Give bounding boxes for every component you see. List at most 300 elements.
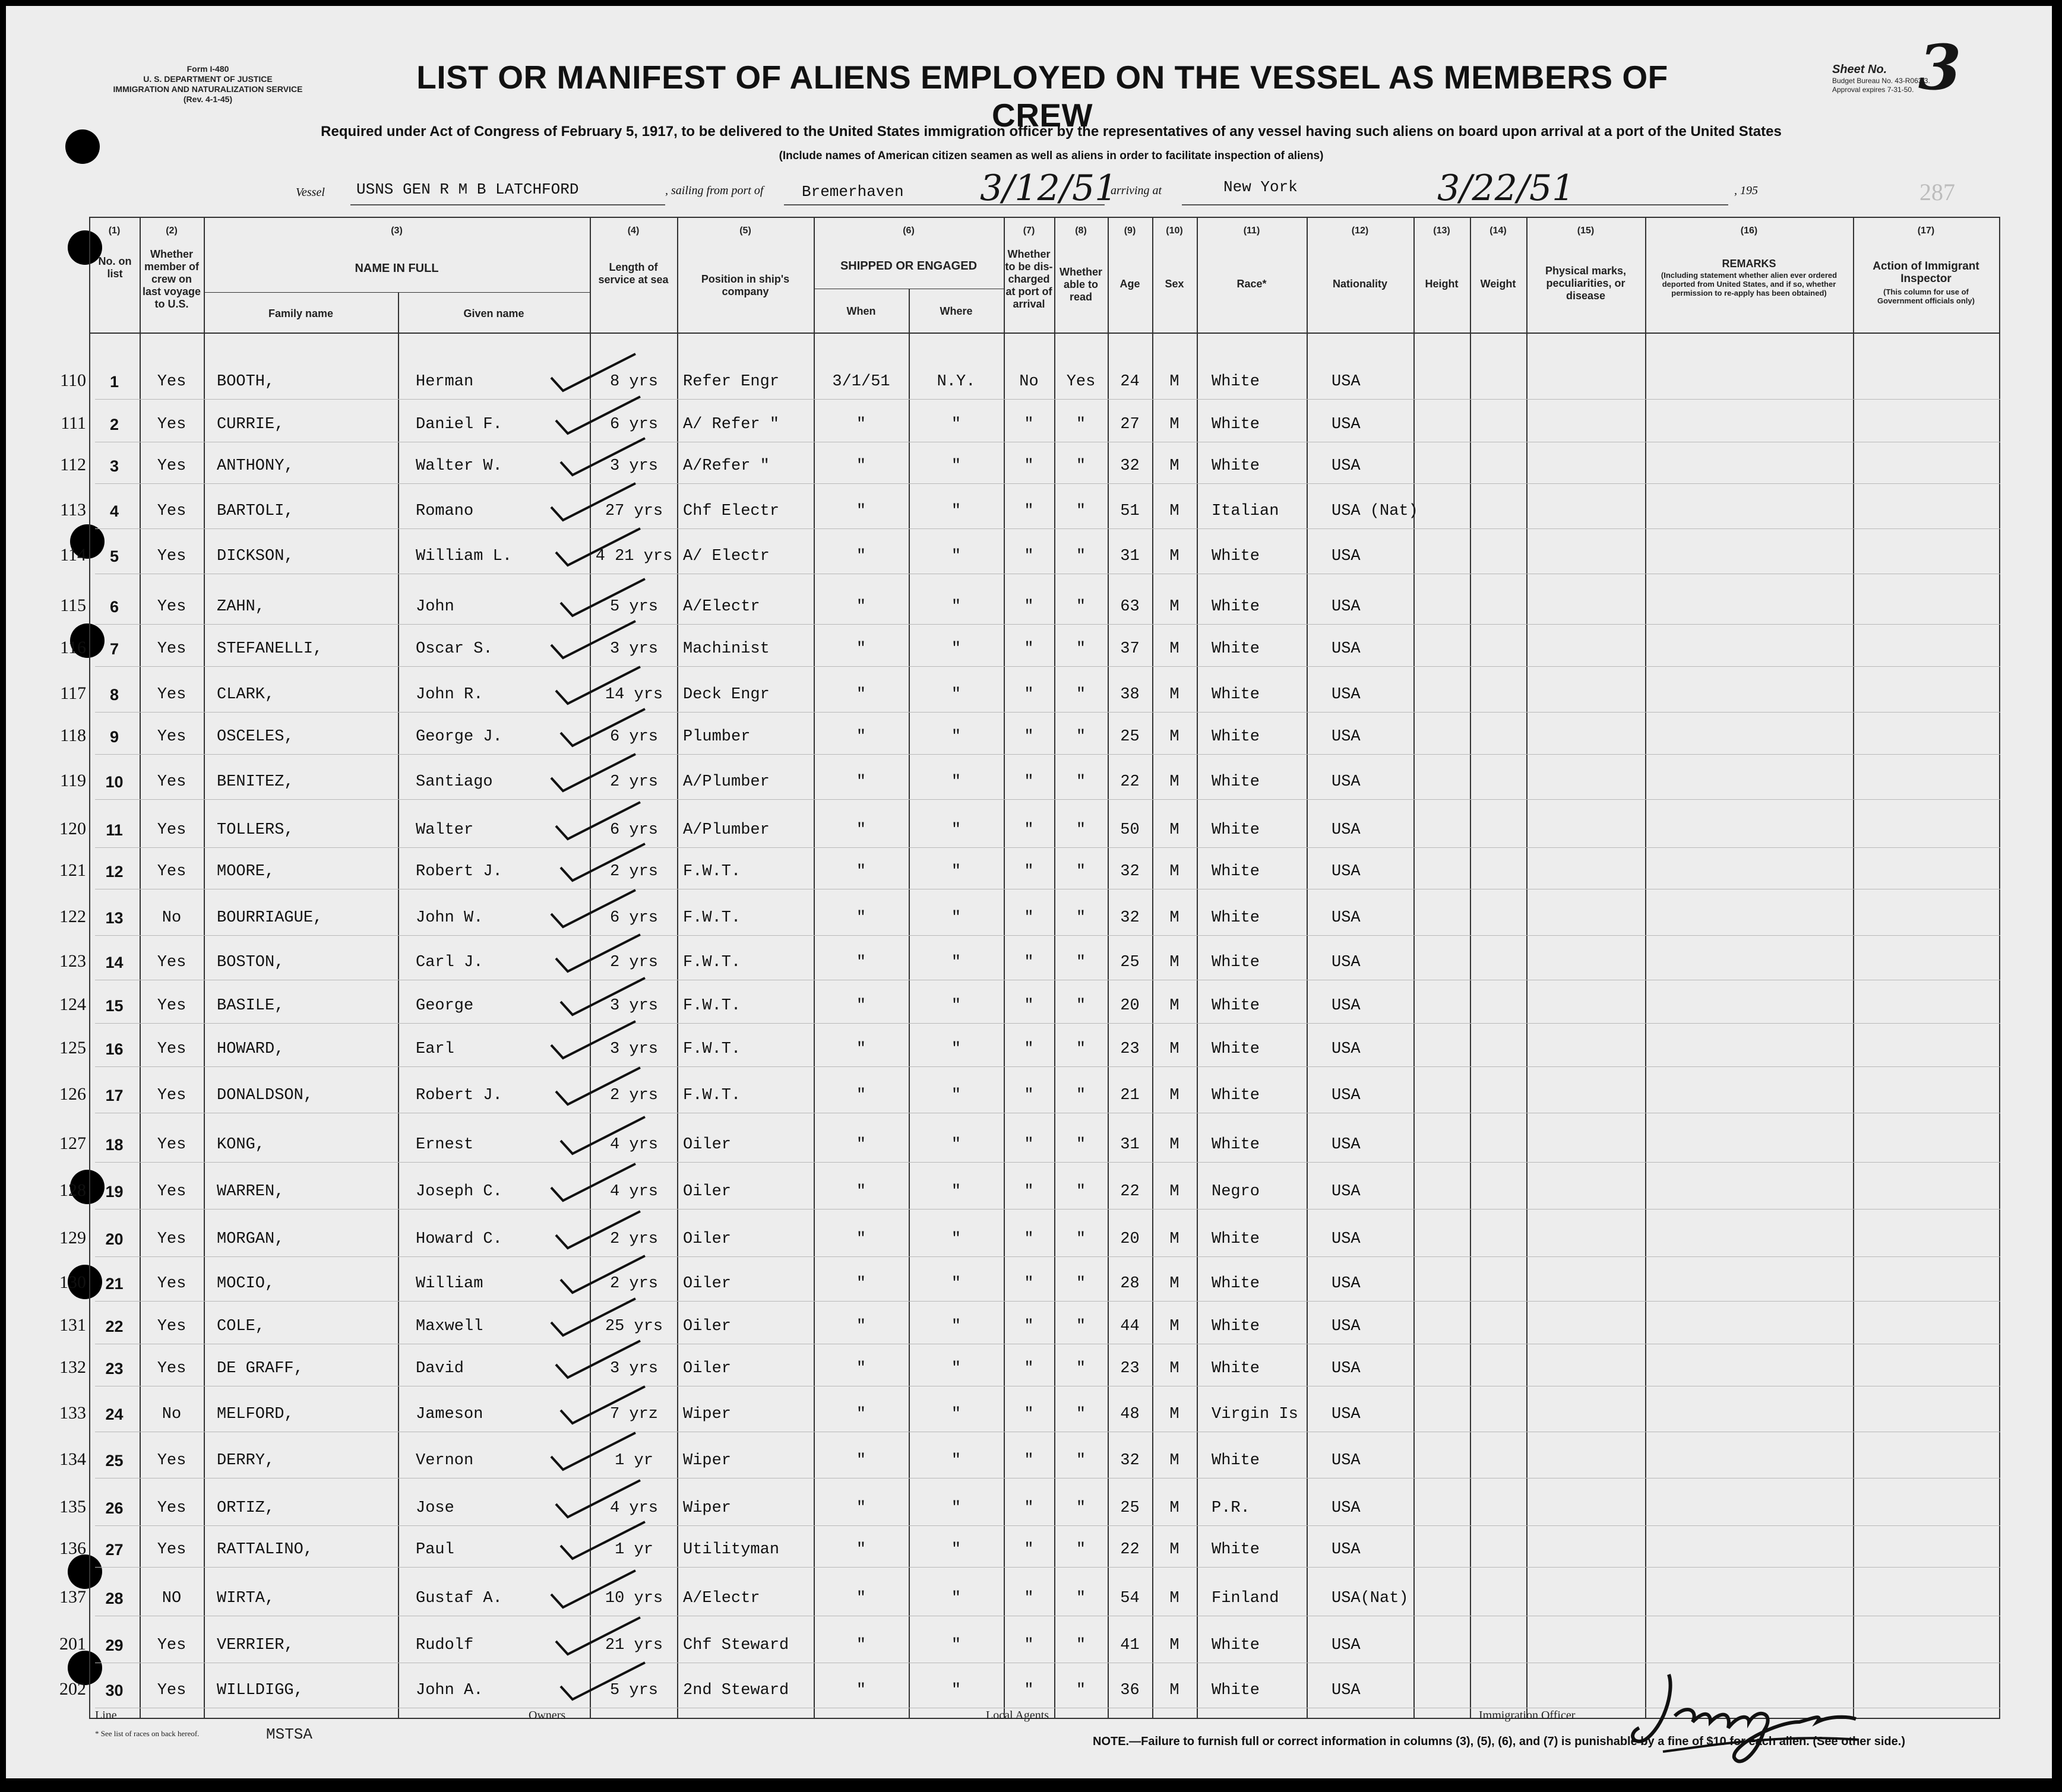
row-number: 5 [109, 547, 119, 565]
cell-family: BARTOLI, [217, 502, 294, 520]
cell-service: 5 yrs [609, 598, 658, 616]
cell-when: " [856, 686, 866, 704]
cell-position: Chf Electr [683, 502, 780, 520]
cell-family: ZAHN, [217, 598, 265, 616]
cell-age: 20 [1120, 1230, 1140, 1248]
row-number: 8 [109, 686, 119, 704]
cell-service: 14 yrs [605, 686, 663, 704]
cell-disch: " [1024, 457, 1034, 475]
vessel-name: USNS GEN R M B LATCHFORD [356, 181, 579, 198]
cell-crew: Yes [157, 1636, 186, 1654]
cell-crew: Yes [157, 598, 186, 616]
cell-age: 21 [1120, 1087, 1140, 1104]
row-separator [95, 624, 2000, 625]
col-num: (11) [1243, 226, 1260, 236]
cell-age: 25 [1120, 1499, 1140, 1517]
cell-where: " [951, 773, 962, 791]
check-mark-icon [546, 479, 641, 526]
cell-age: 23 [1120, 1360, 1140, 1378]
cell-crew: Yes [157, 1499, 186, 1517]
check-mark-icon [551, 1613, 646, 1660]
cell-sex: M [1169, 1040, 1179, 1058]
cell-age: 32 [1120, 863, 1140, 881]
sailing-label: , sailing from port of [665, 184, 764, 197]
cell-read: " [1076, 821, 1086, 839]
col-num: (1) [108, 226, 121, 236]
cell-position: A/Electr [683, 598, 760, 616]
cell-position: A/Plumber [683, 773, 770, 791]
cell-disch: " [1024, 1183, 1034, 1201]
cell-disch: " [1024, 1405, 1034, 1423]
cell-race: White [1212, 1541, 1260, 1559]
port-from: Bremerhaven [802, 183, 904, 201]
cell-sex: M [1169, 1636, 1179, 1654]
cell-sex: M [1169, 997, 1179, 1015]
cell-service: 25 yrs [605, 1318, 663, 1335]
cell-given: Santiago [416, 773, 493, 791]
cell-nat: USA [1332, 909, 1361, 927]
cell-age: 31 [1120, 1136, 1140, 1154]
cell-disch: " [1024, 997, 1034, 1015]
cell-service: 4 yrs [609, 1136, 658, 1154]
cell-disch: " [1024, 954, 1034, 971]
cell-where: " [951, 686, 962, 704]
row-number: 2 [109, 416, 119, 433]
cell-family: BOOTH, [217, 373, 275, 391]
cell-nat: USA [1332, 1405, 1361, 1423]
cell-when: " [856, 1360, 866, 1378]
cell-given: William [416, 1275, 483, 1293]
cell-service: 2 yrs [609, 773, 658, 791]
check-mark-icon [546, 616, 641, 664]
cell-given: John R. [416, 686, 483, 704]
cell-where: " [951, 547, 962, 565]
cell-crew: Yes [157, 547, 186, 565]
cell-age: 32 [1120, 457, 1140, 475]
cell-disch: " [1024, 416, 1034, 433]
row-number: 29 [105, 1636, 124, 1654]
cell-race: Finland [1212, 1590, 1279, 1607]
margin-line-number: 135 [59, 1497, 86, 1516]
row-separator [95, 935, 2000, 936]
cell-read: " [1076, 1405, 1086, 1423]
footer-races-note: * See list of races on back hereof. [95, 1729, 200, 1738]
cell-crew: No [162, 909, 182, 927]
cell-service: 6 yrs [609, 821, 658, 839]
cell-sex: M [1169, 1318, 1179, 1335]
cell-nat: USA [1332, 821, 1361, 839]
cell-position: Wiper [683, 1499, 732, 1517]
cell-service: 3 yrs [609, 457, 658, 475]
col-num: (2) [166, 226, 178, 236]
cell-age: 51 [1120, 502, 1140, 520]
cell-disch: " [1024, 1275, 1034, 1293]
margin-line-number: 131 [59, 1315, 86, 1335]
cell-where: " [951, 1230, 962, 1248]
cell-where: " [951, 1040, 962, 1058]
cell-age: 22 [1120, 773, 1140, 791]
cell-read: " [1076, 1636, 1086, 1654]
cell-position: Machinist [683, 640, 770, 658]
check-mark-icon [556, 973, 651, 1021]
margin-line-number: 133 [59, 1403, 86, 1423]
cell-service: 6 yrs [609, 728, 658, 746]
row-number: 7 [109, 640, 119, 658]
row-number: 26 [105, 1499, 124, 1517]
cell-race: White [1212, 1360, 1260, 1378]
cell-nat: USA [1332, 1499, 1361, 1517]
cell-disch: " [1024, 598, 1034, 616]
cell-where: " [951, 1590, 962, 1607]
cell-read: " [1076, 954, 1086, 971]
cell-race: White [1212, 598, 1260, 616]
cell-race: White [1212, 416, 1260, 433]
cell-service: 3 yrs [609, 640, 658, 658]
row-number: 11 [106, 821, 123, 839]
row-number: 9 [109, 728, 119, 746]
check-mark-icon [556, 704, 651, 752]
margin-line-number: 127 [59, 1134, 86, 1153]
check-mark-icon [551, 662, 646, 710]
header-action: Action of Immigrant Inspector [1873, 260, 1979, 285]
cell-sex: M [1169, 686, 1179, 704]
sheet-number: 3 [1918, 31, 1962, 104]
row-separator [95, 1301, 2000, 1302]
cell-given: David [416, 1360, 464, 1378]
cell-disch: " [1024, 1136, 1034, 1154]
cell-sex: M [1169, 863, 1179, 881]
col-num: (7) [1023, 226, 1035, 236]
cell-nat: USA [1332, 598, 1361, 616]
check-mark-icon [556, 1251, 651, 1299]
cell-nat: USA [1332, 1230, 1361, 1248]
cell-age: 54 [1120, 1590, 1140, 1607]
port-to: New York [1223, 178, 1298, 196]
cell-age: 63 [1120, 598, 1140, 616]
cell-service: 2 yrs [609, 863, 658, 881]
col-num: (13) [1433, 226, 1450, 236]
cell-nat: USA [1332, 457, 1361, 475]
cell-given: Walter [416, 821, 474, 839]
cell-nat: USA [1332, 1636, 1361, 1654]
cell-family: BASILE, [217, 997, 284, 1015]
cell-crew: Yes [157, 1183, 186, 1201]
cell-sex: M [1169, 1275, 1179, 1293]
cell-crew: Yes [157, 416, 186, 433]
cell-given: Rudolf [416, 1636, 474, 1654]
cell-where: " [951, 954, 962, 971]
check-mark-icon [556, 1382, 651, 1429]
row-separator [95, 847, 2000, 848]
cell-crew: Yes [157, 1230, 186, 1248]
cell-position: A/Refer " [683, 457, 770, 475]
cell-read: " [1076, 728, 1086, 746]
check-mark-icon [546, 1294, 641, 1341]
vessel-label: Vessel [296, 186, 325, 199]
cell-where: " [951, 457, 962, 475]
manifest-sheet [6, 6, 2052, 1778]
required-statement: Required under Act of Congress of February 5, 1917, to be delivered to the United States immigration officer by the representatives of any vessel having such aliens on board upon arrival at a port of the United States [321, 124, 1782, 140]
cell-when: " [856, 1541, 866, 1559]
cell-sex: M [1169, 1499, 1179, 1517]
cell-given: Howard C. [416, 1230, 502, 1248]
cell-given: Daniel F. [416, 416, 502, 433]
cell-disch: " [1024, 863, 1034, 881]
page-title: LIST OR MANIFEST OF ALIENS EMPLOYED ON THE VESSEL AS MEMBERS OF CREW [416, 59, 1668, 134]
cell-family: BOURRIAGUE, [217, 909, 323, 927]
margin-line-number: 121 [59, 860, 86, 880]
cell-where: " [951, 1087, 962, 1104]
cell-position: Oiler [683, 1318, 732, 1335]
cell-family: HOWARD, [217, 1040, 284, 1058]
row-number: 25 [105, 1452, 124, 1470]
cell-race: White [1212, 728, 1260, 746]
cell-family: OSCELES, [217, 728, 294, 746]
cell-position: F.W.T. [683, 1087, 741, 1104]
cell-position: Oiler [683, 1230, 732, 1248]
cell-sex: M [1169, 1087, 1179, 1104]
row-number: 18 [105, 1136, 124, 1154]
row-number: 16 [105, 1040, 124, 1058]
cell-family: MELFORD, [217, 1405, 294, 1423]
cell-where: N.Y. [937, 373, 976, 391]
cell-given: Romano [416, 502, 474, 520]
cell-family: DICKSON, [217, 547, 294, 565]
cell-disch: " [1024, 640, 1034, 658]
cell-nat: USA [1332, 1452, 1361, 1470]
cell-read: " [1076, 547, 1086, 565]
check-mark-icon [556, 1517, 651, 1565]
cell-read: " [1076, 457, 1086, 475]
header-height: Height [1425, 278, 1459, 290]
cell-position: Deck Engr [683, 686, 770, 704]
row-separator [95, 528, 2000, 529]
cell-given: Jameson [416, 1405, 483, 1423]
approval-expiry: Approval expires 7-31-50. [1832, 86, 1914, 94]
cell-where: " [951, 863, 962, 881]
cell-age: 48 [1120, 1405, 1140, 1423]
margin-line-number: 112 [60, 455, 86, 474]
cell-disch: " [1024, 1360, 1034, 1378]
cell-sex: M [1169, 1452, 1179, 1470]
cell-sex: M [1169, 547, 1179, 565]
cell-family: VERRIER, [217, 1636, 294, 1654]
cell-given: Vernon [416, 1452, 474, 1470]
cell-age: 31 [1120, 547, 1140, 565]
cell-read: " [1076, 1136, 1086, 1154]
cell-service: 10 yrs [605, 1590, 663, 1607]
cell-read: " [1076, 1590, 1086, 1607]
cell-age: 41 [1120, 1636, 1140, 1654]
cell-given: Paul [416, 1541, 454, 1559]
header-nationality: Nationality [1332, 278, 1387, 290]
cell-when: " [856, 1636, 866, 1654]
cell-position: Oiler [683, 1360, 732, 1378]
cell-read: Yes [1066, 373, 1096, 391]
cell-where: " [951, 502, 962, 520]
cell-sex: M [1169, 1183, 1179, 1201]
cell-read: " [1076, 640, 1086, 658]
cell-read: " [1076, 1087, 1086, 1104]
cell-age: 27 [1120, 416, 1140, 433]
cell-sex: M [1169, 1541, 1179, 1559]
cell-crew: Yes [157, 1452, 186, 1470]
margin-line-number: 123 [59, 951, 86, 971]
col-num: (6) [903, 226, 915, 236]
header-weight: Weight [1480, 278, 1516, 290]
cell-when: " [856, 1499, 866, 1517]
cell-given: Earl [416, 1040, 454, 1058]
row-number: 12 [105, 863, 124, 881]
form-number: Form I-480 [186, 64, 229, 74]
cell-read: " [1076, 1040, 1086, 1058]
cell-age: 37 [1120, 640, 1140, 658]
cell-read: " [1076, 909, 1086, 927]
margin-line-number: 202 [59, 1679, 86, 1699]
cell-where: " [951, 1318, 962, 1335]
header-able-read: Whether able to read [1060, 266, 1102, 303]
cell-position: Wiper [683, 1452, 732, 1470]
cell-when: " [856, 909, 866, 927]
cell-when: " [856, 1682, 866, 1699]
cell-when: " [856, 997, 866, 1015]
row-number: 21 [105, 1275, 124, 1293]
cell-sex: M [1169, 416, 1179, 433]
cell-service: 27 yrs [605, 502, 663, 520]
cell-read: " [1076, 773, 1086, 791]
cell-family: DE GRAFF, [217, 1360, 303, 1378]
cell-where: " [951, 909, 962, 927]
cell-disch: " [1024, 1452, 1034, 1470]
header-when: When [846, 305, 876, 317]
row-number: 14 [105, 954, 124, 971]
col-num: (3) [391, 226, 403, 236]
margin-line-number: 117 [60, 683, 86, 703]
cell-disch: " [1024, 1230, 1034, 1248]
col-num: (12) [1351, 226, 1369, 236]
name-subheader-line [204, 292, 590, 293]
cell-disch: " [1024, 728, 1034, 746]
cell-nat: USA [1332, 773, 1361, 791]
check-mark-icon [556, 433, 651, 481]
header-no-on-list: No. on list [98, 255, 132, 280]
cell-race: Italian [1212, 502, 1279, 520]
header-action-note: (This column for use of Government officials only) [1877, 287, 1975, 305]
cell-when: " [856, 1136, 866, 1154]
cell-read: " [1076, 686, 1086, 704]
service: IMMIGRATION AND NATURALIZATION SERVICE [113, 84, 303, 94]
cell-read: " [1076, 1499, 1086, 1517]
cell-given: George J. [416, 728, 502, 746]
cell-disch: " [1024, 1590, 1034, 1607]
cell-read: " [1076, 863, 1086, 881]
cell-given: Robert J. [416, 863, 502, 881]
cell-read: " [1076, 598, 1086, 616]
cell-where: " [951, 1636, 962, 1654]
header-name-in-full: NAME IN FULL [355, 262, 439, 275]
cell-nat: USA [1332, 1136, 1361, 1154]
cell-disch: " [1024, 773, 1034, 791]
cell-race: White [1212, 1275, 1260, 1293]
cell-service: 3 yrs [609, 1360, 658, 1378]
cell-crew: Yes [157, 1682, 186, 1699]
arrival-date: 3/22/51 [1437, 167, 1575, 209]
row-separator [95, 1162, 2000, 1163]
cell-when: " [856, 598, 866, 616]
cell-when: " [856, 728, 866, 746]
cell-when: " [856, 502, 866, 520]
cell-when: " [856, 547, 866, 565]
cell-nat: USA [1332, 728, 1361, 746]
row-number: 15 [105, 997, 124, 1015]
cell-read: " [1076, 1360, 1086, 1378]
col-num: (5) [739, 226, 751, 236]
cell-given: John [416, 598, 454, 616]
cell-sex: M [1169, 457, 1179, 475]
cell-given: Walter W. [416, 457, 502, 475]
header-age: Age [1119, 278, 1140, 290]
cell-disch: " [1024, 1682, 1034, 1699]
cell-sex: M [1169, 821, 1179, 839]
cell-crew: Yes [157, 1541, 186, 1559]
cell-read: " [1076, 997, 1086, 1015]
cell-position: Utilityman [683, 1541, 780, 1559]
cell-crew: Yes [157, 502, 186, 520]
cell-family: KONG, [217, 1136, 265, 1154]
margin-line-number: 126 [59, 1084, 86, 1104]
cell-race: Virgin Is [1212, 1405, 1298, 1423]
check-mark-icon [556, 1658, 651, 1705]
cell-race: White [1212, 821, 1260, 839]
row-separator [95, 1567, 2000, 1568]
cell-given: John A. [416, 1682, 483, 1699]
cell-family: MORGAN, [217, 1230, 284, 1248]
cell-nat: USA [1332, 416, 1361, 433]
col-border [398, 292, 399, 1718]
cell-race: White [1212, 1452, 1260, 1470]
check-mark-icon [556, 1112, 651, 1160]
margin-line-number: 120 [59, 819, 86, 838]
cell-when: " [856, 1087, 866, 1104]
cell-disch: " [1024, 1040, 1034, 1058]
cell-position: 2nd Steward [683, 1682, 789, 1699]
cell-position: Oiler [683, 1136, 732, 1154]
cell-position: Refer Engr [683, 373, 780, 391]
cell-when: " [856, 863, 866, 881]
cell-race: White [1212, 1136, 1260, 1154]
header-physical: Physical marks, peculiarities, or disease [1545, 265, 1627, 302]
cell-race: White [1212, 909, 1260, 927]
cell-position: A/ Refer " [683, 416, 780, 433]
col-num: (8) [1075, 226, 1087, 236]
cell-service: 3 yrs [609, 1040, 658, 1058]
cell-crew: Yes [157, 773, 186, 791]
footer-line-label: Line [95, 1709, 117, 1722]
row-separator [95, 1209, 2000, 1210]
cell-where: " [951, 1541, 962, 1559]
cell-nat: USA(Nat) [1332, 1590, 1409, 1607]
check-mark-icon [551, 1476, 646, 1523]
cell-sex: M [1169, 1360, 1179, 1378]
cell-sex: M [1169, 954, 1179, 971]
cell-age: 24 [1120, 373, 1140, 391]
header-discharged: Whether to be dis-charged at port of arrival [1005, 248, 1053, 310]
header-shipped: SHIPPED OR ENGAGED [840, 259, 978, 273]
cell-read: " [1076, 1275, 1086, 1293]
cell-read: " [1076, 1541, 1086, 1559]
cell-where: " [951, 1360, 962, 1378]
cell-read: " [1076, 502, 1086, 520]
